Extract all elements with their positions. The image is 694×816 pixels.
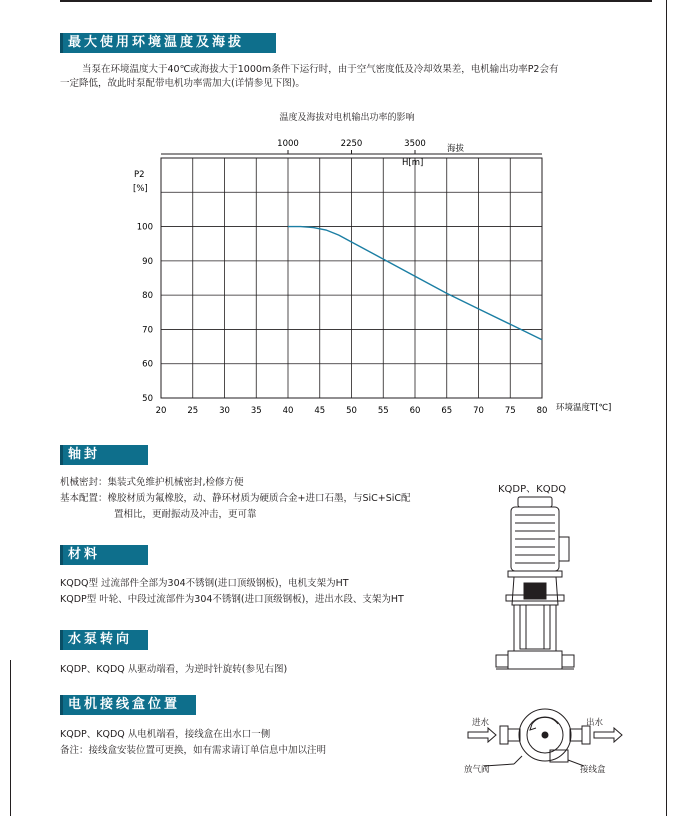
junction-line1: KQDP、KQDQ 从电机端看，接线盒在出水口一侧 <box>60 729 271 740</box>
y-axis-unit: [%] <box>133 184 148 194</box>
y-tick-label: 60 <box>142 359 153 370</box>
y-tick-label: 100 <box>136 222 153 233</box>
y-tick-label: 70 <box>142 325 153 336</box>
pump-side-drawing <box>478 495 598 685</box>
pump-top-drawing <box>462 706 632 776</box>
x-tick-label: 60 <box>409 406 421 416</box>
x-axis-label: 环境温度T[℃] <box>556 403 612 413</box>
section-title-rotation: 水泵转向 <box>60 630 148 650</box>
x-tick-label: 45 <box>314 406 326 416</box>
section-title-material: 材料 <box>60 545 148 565</box>
vent-valve-label: 放气阀 <box>464 765 490 775</box>
altitude-paragraph-line2: 一定降低，故此时泵配带电机功率需加大(详情参见下图)。 <box>60 78 305 89</box>
inlet-label: 进水 <box>472 718 490 728</box>
left-rule <box>10 660 11 816</box>
altitude-paragraph-line1: 当泵在环境温度大于40℃或海拔大于1000m条件下运行时，由于空气密度低及冷却效果差，电机输出功率P2会有 <box>82 64 559 75</box>
inlet-arrow-icon <box>468 728 496 742</box>
x-tick-label: 75 <box>504 406 516 416</box>
rotation-line1: KQDP、KQDQ 从驱动端看，为逆时针旋转(参见右图) <box>60 664 288 675</box>
top-axis-tick-label: 1000 <box>277 139 299 149</box>
section-title-altitude: 最大使用环境温度及海拔 <box>60 33 276 53</box>
x-tick-label: 40 <box>282 406 294 416</box>
material-line1: KQDQ型 过流部件全部为304不锈钢(进口顶级钢板)，电机支架为HT <box>60 578 349 589</box>
y-axis-label: P2 <box>134 170 145 180</box>
x-tick-label: 50 <box>346 406 357 416</box>
x-tick-label: 30 <box>219 406 230 416</box>
outlet-label: 出水 <box>586 718 604 728</box>
top-axis-label: 海拔 <box>447 144 465 154</box>
x-tick-label: 55 <box>377 406 389 416</box>
seal-line2: 基本配置：橡胶材质为氟橡胶，动、静环材质为硬质合金+进口石墨，与SiC+SiC配 <box>60 493 411 504</box>
top-axis-tick-label: 3500 <box>404 139 426 149</box>
seal-line3: 置相比，更耐振动及冲击，更可靠 <box>114 509 257 520</box>
x-tick-label: 20 <box>155 406 167 416</box>
y-tick-label: 80 <box>142 291 153 302</box>
x-tick-label: 70 <box>473 406 484 416</box>
x-tick-label: 80 <box>536 406 548 416</box>
x-tick-label: 35 <box>250 406 262 416</box>
material-line2: KQDP型 叶轮、中段过流部件为304不锈钢(进口顶级钢板)，进出水段、支架为HT <box>60 594 404 605</box>
x-tick-label: 25 <box>187 406 199 416</box>
section-title-junction: 电机接线盒位置 <box>60 695 196 715</box>
junction-line2: 备注：接线盒安装位置可更换，如有需求请订单信息中加以注明 <box>60 745 327 756</box>
section-title-seal: 轴封 <box>60 445 148 465</box>
seal-line1: 机械密封：集装式免维护机械密封,检修方便 <box>60 477 244 488</box>
chart-title: 温度及海拔对电机输出功率的影响 <box>279 113 415 123</box>
top-axis-unit: H[m] <box>402 158 424 168</box>
y-tick-label: 50 <box>142 394 153 404</box>
top-axis-tick-label: 2250 <box>340 139 363 149</box>
junction-box-label: 接线盒 <box>580 765 606 775</box>
outlet-arrow-icon <box>594 728 622 742</box>
x-tick-label: 65 <box>441 406 453 416</box>
pump-model-label: KQDP、KQDQ <box>498 484 567 495</box>
y-tick-label: 90 <box>142 256 153 267</box>
